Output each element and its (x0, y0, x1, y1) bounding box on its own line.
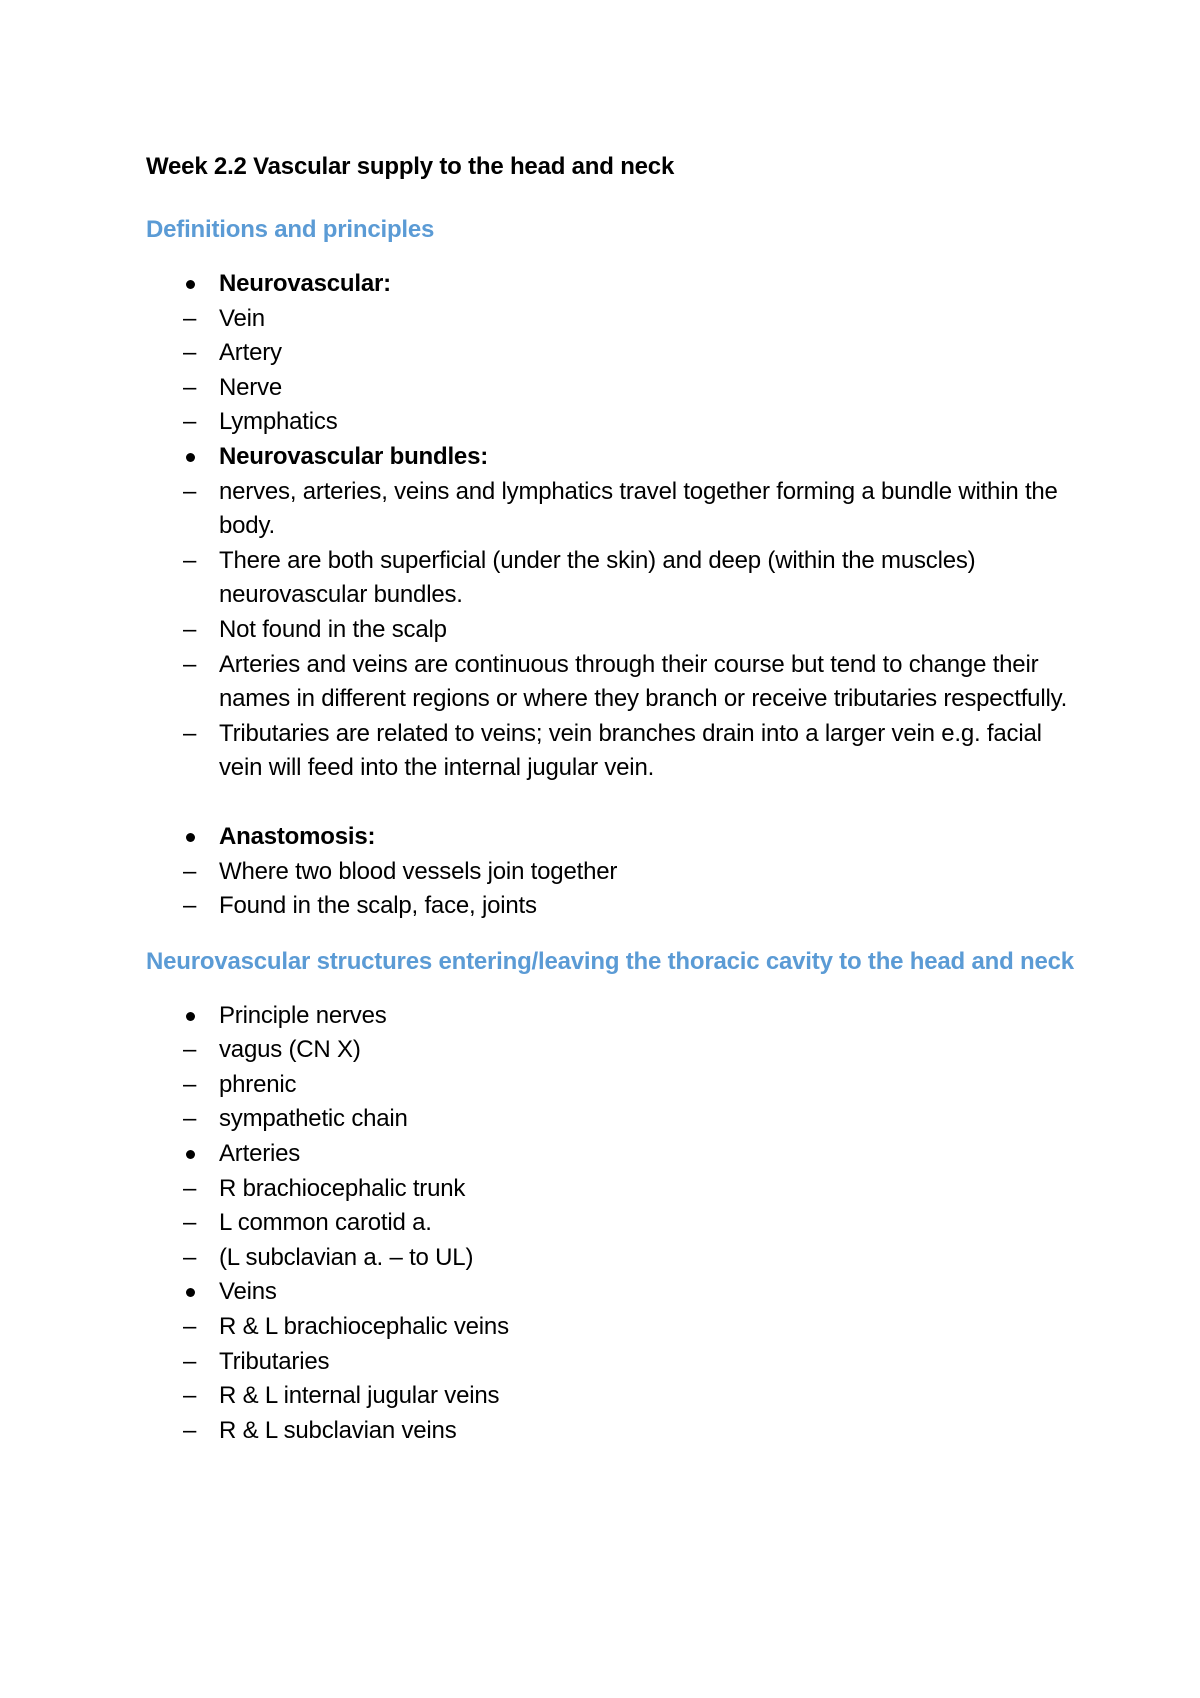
dash-icon: – (183, 1382, 197, 1410)
sub-list-item (183, 336, 1086, 371)
dash-icon: – (183, 1174, 197, 1202)
dash-icon: – (183, 1347, 197, 1375)
document-page (146, 150, 1086, 1448)
list-item (146, 267, 1086, 440)
sub-item-text: R brachiocephalic trunk (219, 1174, 466, 1202)
document-title: Week 2.2 Vascular supply to the head and neck (146, 153, 675, 180)
bullet-label: Veins (219, 1278, 277, 1306)
sub-item-text: vagus (CN X) (219, 1036, 361, 1064)
sub-item-text: Found in the scalp, face, joints (219, 892, 537, 920)
sub-item-text: Not found in the scalp (219, 615, 447, 643)
sub-list-item (183, 1379, 1086, 1414)
sub-item-text: nerves, arteries, veins and lymphatics travel together forming a bundle within the body. (219, 477, 1058, 540)
sub-item-text: Lymphatics (219, 408, 338, 436)
section-spacer (146, 924, 1086, 944)
bullet-icon (186, 453, 195, 462)
sub-list (183, 475, 1086, 786)
bullet-icon (186, 833, 195, 842)
dash-icon: – (183, 1209, 197, 1237)
sub-list-item (183, 1241, 1086, 1276)
sub-list (183, 1033, 1086, 1137)
dash-icon: – (183, 304, 197, 332)
bullet-label: Principle nerves (219, 1001, 387, 1029)
dash-icon: – (183, 719, 197, 747)
dash-icon: – (183, 650, 197, 678)
dash-icon: – (183, 1243, 197, 1271)
bullet-list-definitions (146, 267, 1086, 924)
sub-item-text: phrenic (219, 1070, 297, 1098)
bullet-icon (186, 280, 195, 289)
bullet-label: Anastomosis: (219, 822, 376, 850)
sub-item-text: Nerve (219, 373, 283, 401)
sub-item-text: Artery (219, 339, 282, 367)
dash-icon: – (183, 1070, 197, 1098)
sub-list-item (183, 1172, 1086, 1207)
sub-list (183, 1172, 1086, 1276)
sub-list-item (183, 717, 1086, 786)
sub-list-item (183, 1068, 1086, 1103)
bullet-icon (186, 1150, 195, 1159)
sub-list-item (183, 1345, 1086, 1380)
list-item (146, 440, 1086, 786)
sub-list (183, 855, 1086, 924)
bullet-label: Arteries (219, 1140, 301, 1168)
dash-icon: – (183, 892, 197, 920)
sub-list-item (183, 1414, 1086, 1449)
dash-icon: – (183, 477, 197, 505)
sub-list-item (183, 371, 1086, 406)
sub-list-item (183, 1102, 1086, 1137)
dash-icon: – (183, 1416, 197, 1444)
sub-item-text: There are both superficial (under the skin) and deep (within the muscles) neurovascular bundles. (219, 546, 976, 609)
bullet-icon (186, 1288, 195, 1297)
list-item (146, 1275, 1086, 1448)
sub-item-text: Where two blood vessels join together (219, 857, 618, 885)
sub-list (183, 302, 1086, 440)
sub-list-item (183, 1310, 1086, 1345)
sub-list-item (183, 544, 1086, 613)
list-item (146, 999, 1086, 1137)
sub-item-text: (L subclavian a. – to UL) (219, 1243, 474, 1271)
section-heading-neurovascular-structures: Neurovascular structures entering/leaving the thoracic cavity to the head and neck (146, 947, 1074, 975)
bullet-icon (186, 1012, 195, 1021)
bullet-list-structures (146, 999, 1086, 1449)
dash-icon: – (183, 408, 197, 436)
sub-list-item (183, 1206, 1086, 1241)
dash-icon: – (183, 1036, 197, 1064)
dash-icon: – (183, 615, 197, 643)
sub-item-text: R & L internal jugular veins (219, 1382, 500, 1410)
sub-item-text: L common carotid a. (219, 1209, 432, 1237)
sub-item-text: Arteries and veins are continuous through their course but tend to change their names in different regions or where they branch or receive tributaries respectfully. (219, 650, 1068, 713)
dash-icon: – (183, 546, 197, 574)
sub-item-text: Vein (219, 304, 265, 332)
sub-item-text: sympathetic chain (219, 1105, 408, 1133)
dash-icon: – (183, 373, 197, 401)
sub-item-text: R & L brachiocephalic veins (219, 1313, 509, 1341)
list-item (146, 1137, 1086, 1275)
sub-list-item (183, 475, 1086, 544)
bullet-label: Neurovascular: (219, 270, 391, 297)
sub-list-item (183, 648, 1086, 717)
sub-list-item (183, 1033, 1086, 1068)
bullet-label: Neurovascular bundles: (219, 442, 489, 470)
dash-icon: – (183, 1105, 197, 1133)
dash-icon: – (183, 1313, 197, 1341)
dash-icon: – (183, 339, 197, 367)
sub-list-item (183, 302, 1086, 337)
sub-list (183, 1310, 1086, 1448)
sub-item-text: Tributaries are related to veins; vein branches drain into a larger vein e.g. facial vein will feed into the internal jugular vein. (219, 719, 1042, 782)
section-heading-definitions: Definitions and principles (146, 216, 435, 243)
sub-list-item (183, 405, 1086, 440)
sub-list-item (183, 613, 1086, 648)
sub-list-item (183, 855, 1086, 890)
dash-icon: – (183, 857, 197, 885)
sub-item-text: Tributaries (219, 1347, 330, 1375)
list-item (146, 820, 1086, 924)
sub-item-text: R & L subclavian veins (219, 1416, 457, 1444)
sub-list-item (183, 889, 1086, 924)
